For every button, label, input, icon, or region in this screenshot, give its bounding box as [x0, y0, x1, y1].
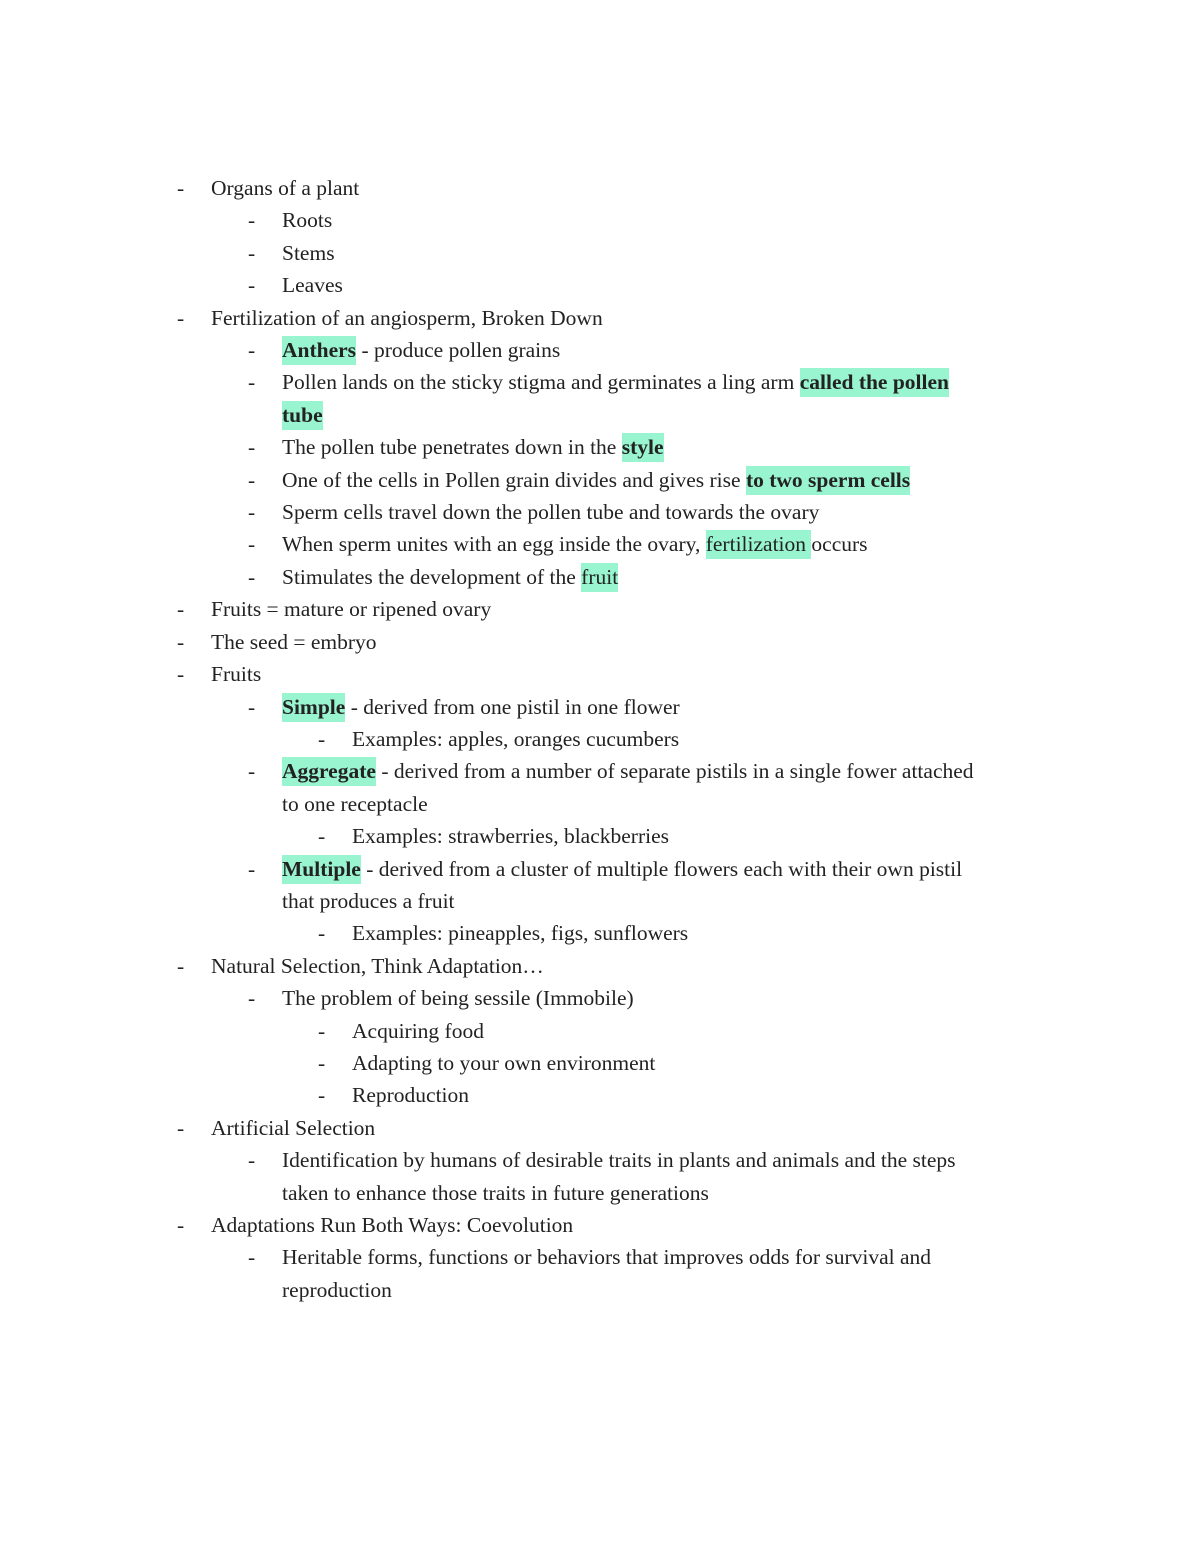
bullet-dash: - — [318, 726, 326, 751]
bullet-dash: - — [248, 1245, 256, 1270]
bullet-dash: - — [248, 986, 256, 1011]
text-segment: Fruits = mature or ripened ovary — [211, 597, 492, 622]
text-segment: - derived from a number of separate pistils in a single fower attached — [375, 759, 974, 784]
highlighted-term: fertilization — [706, 530, 812, 559]
text-segment: Roots — [282, 208, 333, 233]
bullet-dash: - — [318, 824, 326, 849]
outline-item-level-2 — [0, 917, 1200, 949]
outline-item-level-1 — [0, 464, 1200, 496]
bullet-dash: - — [248, 467, 256, 492]
outline-item-level-0 — [0, 658, 1200, 690]
text-segment: Examples: pineapples, figs, sunflowers — [352, 921, 689, 946]
bullet-dash: - — [318, 921, 326, 946]
text-segment: occurs — [811, 532, 868, 557]
bullet-dash: - — [248, 759, 256, 784]
outline-line-continuation — [0, 885, 1200, 917]
outline-item-level-1 — [0, 561, 1200, 593]
bullet-dash: - — [248, 435, 256, 460]
text-segment: Stems — [282, 240, 335, 265]
bullet-dash: - — [177, 953, 185, 978]
text-segment: Adapting to your own environment — [352, 1050, 656, 1075]
outline-item-level-1 — [0, 237, 1200, 269]
bullet-dash: - — [248, 240, 256, 265]
text-segment: Leaves — [282, 273, 343, 298]
bullet-dash: - — [248, 208, 256, 233]
bullet-dash: - — [177, 662, 185, 687]
outline-item-level-1 — [0, 691, 1200, 723]
bullet-dash: - — [248, 370, 256, 395]
bullet-dash: - — [248, 532, 256, 557]
bullet-dash: - — [248, 1148, 256, 1173]
outline-item-level-1 — [0, 431, 1200, 463]
highlighted-term: called the pollen — [800, 368, 949, 397]
bullet-dash: - — [177, 176, 185, 200]
text-segment: Adaptations Run Both Ways: Coevolution — [211, 1213, 574, 1237]
outline-line-continuation — [0, 1274, 1200, 1306]
bullet-dash: - — [177, 597, 185, 622]
outline-item-level-2 — [0, 1015, 1200, 1047]
text-segment: Sperm cells travel down the pollen tube and towards the ovary — [282, 500, 820, 525]
text-segment: Fertilization of an angiosperm, Broken Down — [211, 305, 603, 330]
text-segment: Stimulates the development of the — [282, 564, 582, 589]
outline-item-level-1 — [0, 528, 1200, 560]
outline-item-level-1 — [0, 1144, 1200, 1176]
text-segment: The pollen tube penetrates down in the — [282, 435, 622, 460]
highlighted-term: Simple — [282, 693, 345, 722]
outline-item-level-1 — [0, 334, 1200, 366]
outline-item-level-1 — [0, 204, 1200, 236]
outline-item-level-2 — [0, 1047, 1200, 1079]
outline-item-level-1 — [0, 755, 1200, 787]
text-segment: taken to enhance those traits in future generations — [282, 1180, 709, 1205]
text-segment: The seed = embryo — [211, 629, 377, 654]
text-segment: One of the cells in Pollen grain divides and gives rise — [282, 467, 746, 492]
bullet-dash: - — [318, 1018, 326, 1043]
text-segment: reproduction — [282, 1277, 392, 1302]
text-segment: Organs of a plant — [211, 176, 360, 200]
bullet-dash: - — [248, 856, 256, 881]
bullet-dash: - — [177, 1213, 185, 1237]
highlighted-term: Anthers — [282, 336, 356, 365]
outline-item-level-1 — [0, 1241, 1200, 1273]
bullet-dash: - — [248, 500, 256, 525]
bulleted-outline — [0, 172, 1200, 1306]
outline-line-continuation — [0, 1177, 1200, 1209]
text-segment: Heritable forms, functions or behaviors that improves odds for survival and — [282, 1245, 932, 1270]
bullet-dash: - — [248, 273, 256, 298]
text-segment: The problem of being sessile (Immobile) — [282, 986, 634, 1011]
bullet-dash: - — [248, 564, 256, 589]
text-segment: to one receptacle — [282, 791, 428, 816]
text-segment: Natural Selection, Think Adaptation… — [211, 953, 544, 978]
text-segment: Pollen lands on the sticky stigma and germinates a ling arm — [282, 370, 800, 395]
outline-item-level-0 — [0, 593, 1200, 625]
text-segment: Examples: strawberries, blackberries — [352, 824, 669, 849]
highlighted-term: to two sperm cells — [746, 466, 910, 495]
text-segment: Identification by humans of desirable traits in plants and animals and the steps — [282, 1148, 956, 1173]
outline-item-level-0 — [0, 950, 1200, 982]
outline-line-continuation — [0, 788, 1200, 820]
outline-item-level-1 — [0, 269, 1200, 301]
bullet-dash: - — [248, 338, 256, 363]
outline-item-level-2 — [0, 820, 1200, 852]
outline-item-level-2 — [0, 723, 1200, 755]
outline-item-level-0 — [0, 1112, 1200, 1144]
outline-item-level-1 — [0, 853, 1200, 885]
text-segment: Acquiring food — [352, 1018, 484, 1043]
outline-item-level-0 — [0, 626, 1200, 658]
highlighted-term: style — [622, 433, 664, 462]
text-segment: When sperm unites with an egg inside the ovary, — [282, 532, 706, 557]
text-segment: - derived from a cluster of multiple flowers each with their own pistil — [360, 856, 963, 881]
highlighted-term: fruit — [581, 563, 618, 592]
text-segment: - derived from one pistil in one flower — [345, 694, 680, 719]
bullet-dash: - — [177, 629, 185, 654]
outline-item-level-0 — [0, 302, 1200, 334]
text-segment: that produces a fruit — [282, 888, 455, 913]
text-segment: Reproduction — [352, 1083, 470, 1108]
outline-line-continuation — [0, 399, 1200, 431]
bullet-dash: - — [177, 305, 185, 330]
outline-item-level-2 — [0, 1079, 1200, 1111]
outline-item-level-1 — [0, 496, 1200, 528]
outline-item-level-1 — [0, 366, 1200, 398]
text-segment: Artificial Selection — [211, 1115, 376, 1140]
bullet-dash: - — [248, 694, 256, 719]
highlighted-term: tube — [282, 401, 323, 430]
text-segment: - produce pollen grains — [356, 338, 561, 363]
outline-item-level-1 — [0, 982, 1200, 1014]
highlighted-term: Aggregate — [282, 757, 376, 786]
bullet-dash: - — [177, 1115, 185, 1140]
highlighted-term: Multiple — [282, 855, 361, 884]
text-segment: Examples: apples, oranges cucumbers — [352, 726, 680, 751]
outline-item-level-0 — [0, 1209, 1200, 1241]
bullet-dash: - — [318, 1050, 326, 1075]
bullet-dash: - — [318, 1083, 326, 1108]
text-segment: Fruits — [211, 662, 262, 687]
outline-item-level-0 — [0, 172, 1200, 204]
